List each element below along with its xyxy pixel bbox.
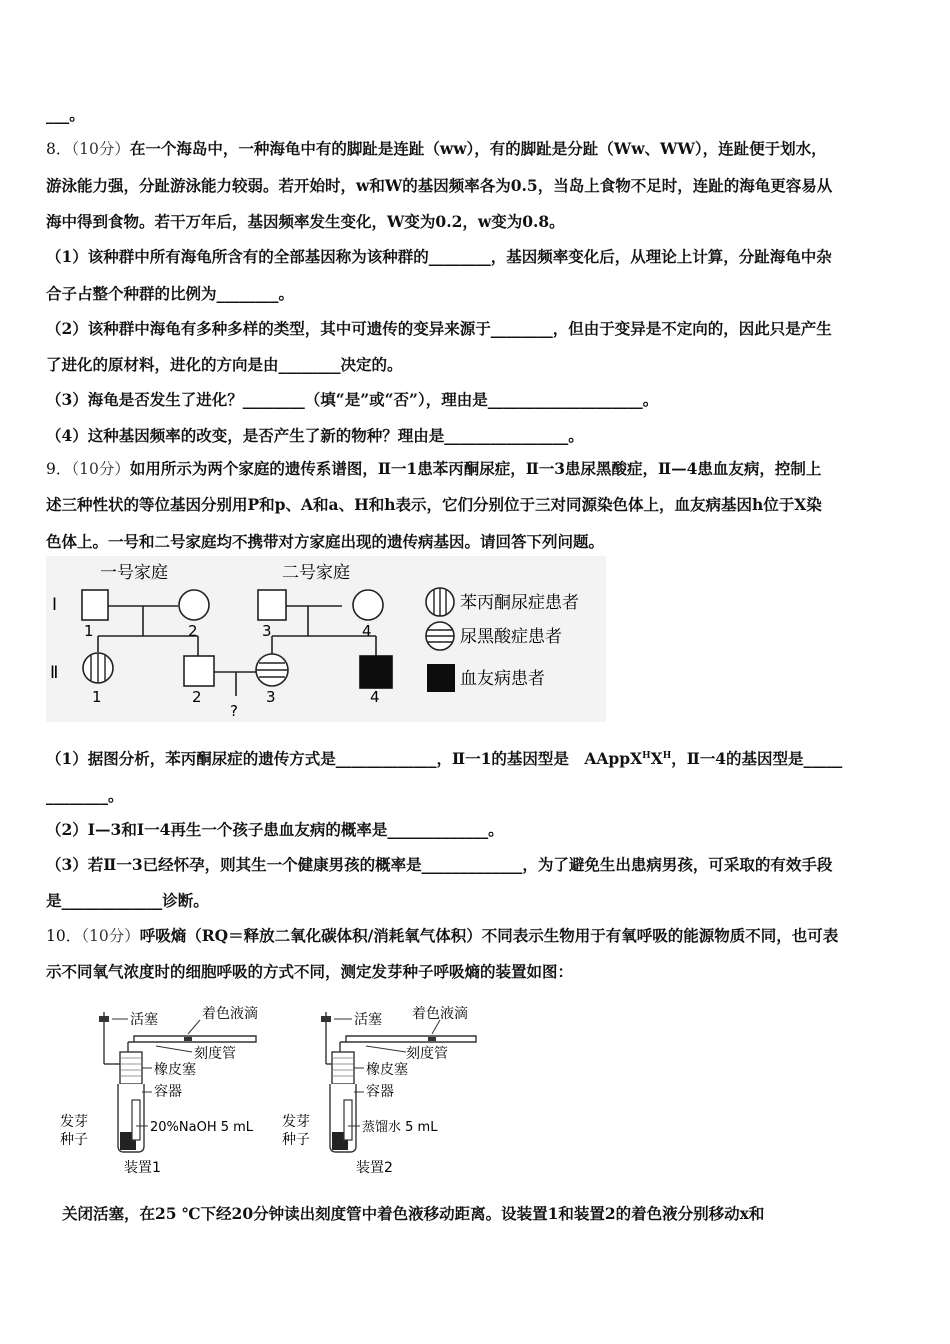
individual-II-1-pku-female [83,653,113,683]
device1-stopper-label: 橡皮塞 [154,1062,196,1078]
device2-water-label: 蒸馏水 5 mL [362,1120,438,1135]
legend-hemophilia-symbol [427,664,455,692]
q10-number: 10． [46,927,82,945]
pedigree-figure [46,556,606,722]
label-I-3: 3 [262,622,272,640]
device1-stopcock [99,1016,109,1022]
legend-pku-symbol [426,588,454,616]
device2-stopper-label: 橡皮塞 [366,1062,408,1078]
label-II-3: 3 [266,688,276,706]
family1-label: 一号家庭 [100,563,168,583]
q8-sub1-line-2: 合子占整个种群的比例为________。 [46,284,295,303]
q8-score: （10分） [71,140,130,158]
label-I-4: 4 [362,622,372,640]
q9-number: 9． [46,460,72,478]
device1-droplet [184,1037,192,1041]
q9-sub3-line-1: （3）若Ⅱ一3已经怀孕，则其生一个健康男孩的概率是_____________，为了避免生出患病男孩，可采取的有效手段 [46,855,833,874]
device2-caption: 装置2 [356,1160,393,1176]
continuation-line: ___。 [46,105,85,124]
device1-tube-label: 刻度管 [194,1046,236,1062]
q8-sub2-line-2: 了进化的原材料，进化的方向是由________决定的。 [46,355,403,374]
device2-water-cup [344,1100,352,1140]
q9-score: （10分） [71,460,130,478]
q9-sub3-line-2: 是_____________诊断。 [46,891,209,910]
legend-pku-label: 苯丙酮尿症患者 [460,593,579,613]
q8-number: 8． [46,140,72,158]
q8-stem-line-1: 8．（10分）在一个海岛中，一种海龟中有的脚趾是连趾（ww），有的脚趾是分趾（Ww、WW），连趾便于划水， [46,139,827,158]
label-I-2: 2 [188,622,198,640]
device1-droplet-label: 着色液滴 [202,1006,258,1022]
q8-stem-line-3: 海中得到食物。若干万年后，基因频率发生变化，W变为0.2，w变为0.8。 [46,212,565,231]
individual-I-3-male [258,590,286,620]
device1-seeds-label-1: 发芽 [60,1114,88,1130]
q10-stem-line-2: 示不同氧气浓度时的细胞呼吸的方式不同，测定发芽种子呼吸熵的装置如图： [46,962,574,981]
family2-label: 二号家庭 [282,563,350,583]
q10-stem-line-1: 10．（10分）呼吸熵（RQ＝释放二氧化碳体积/消耗氧气体积）不同表示生物用于有氧呼吸的能源物质不同，也可表 [46,926,839,945]
device2-container-label: 容器 [366,1084,394,1100]
device1-naoh-cup [132,1100,140,1140]
individual-I-4-female [353,590,383,620]
device1-stopper [120,1052,142,1084]
q8-sub1-line-1: （1）该种群中所有海龟所含有的全部基因称为该种群的________，基因频率变化后，从理论上计算，分趾海龟中杂 [46,247,832,266]
device2-tube-label: 刻度管 [406,1046,448,1062]
device1-caption: 装置1 [124,1160,161,1176]
device2-stopper [332,1052,354,1084]
label-II-1: 1 [92,688,102,706]
individual-II-2-male [184,656,214,686]
individual-II-3-alkaptonuria-female [256,654,288,686]
q8-sub3: （3）海龟是否发生了进化？________（填“是”或“否”），理由是____________________。 [46,390,659,409]
device2-seeds-label-2: 种子 [282,1132,310,1148]
generation-2-label: Ⅱ [50,663,59,683]
label-I-1: 1 [84,622,94,640]
individual-II-4-hemophilia-male [360,656,392,688]
device2-droplet-label: 着色液滴 [412,1006,468,1022]
q8-stem-line-2: 游泳能力强，分趾游泳能力较弱。若开始时，w和W的基因频率各为0.5，当岛上食物不足时，连趾的海龟更容易从 [46,176,833,195]
device2-stopcock [321,1016,331,1022]
device2-graduated-tube [340,1036,476,1042]
label-II-4: 4 [370,688,380,706]
device1-naoh-label: 20%NaOH 5 mL [150,1120,254,1135]
label-II-2: 2 [192,688,202,706]
q10-score: （10分） [81,927,140,945]
q9-sub2: （2）Ⅰ—3和Ⅰ一4再生一个孩子患血友病的概率是_____________。 [46,820,504,839]
individual-I-2-female [179,590,209,620]
q9-stem-line-1: 9．（10分）如用所示为两个家庭的遗传系谱图，Ⅱ一1患苯丙酮尿症，Ⅱ一3患尿黑酸症，Ⅱ—4患血友病，控制上 [46,459,822,478]
q9-sub1-line-2: ________。 [46,786,124,805]
q9-stem-line-2: 述三种性状的等位基因分别用P和p、A和a、H和h表示，它们分别位于三对同源染色体上，血友病基因h位于X染 [46,495,822,514]
device2-stopcock-label: 活塞 [354,1012,382,1028]
q10-stem-line-3: 关闭活塞，在25 ℃下经20分钟读出刻度管中着色液移动距离。设装置1和装置2的着色液分别移动x和 [62,1204,765,1223]
legend-hemophilia-label: 血友病患者 [460,669,545,689]
device1-seeds-label-2: 种子 [60,1132,88,1148]
legend-alkaptonuria-label: 尿黑酸症患者 [460,627,562,647]
respiration-apparatus-figure [56,996,496,1178]
device1-stopcock-label: 活塞 [130,1012,158,1028]
q9-stem-line-3: 色体上。一号和二号家庭均不携带对方家庭出现的遗传病基因。请回答下列问题。 [46,532,605,551]
q9-sub1-line-1: （1）据图分析，苯丙酮尿症的遗传方式是_____________，Ⅱ一1的基因型是 $AAppX^HX^H$，Ⅱ一4的基因型是_____ [46,749,843,768]
q8-sub2-line-1: （2）该种群中海龟有多种多样的类型，其中可遗传的变异来源于________，但由于变异是不定向的，因此只是产生 [46,319,832,338]
device2-droplet [428,1037,436,1041]
device2-seeds-label-1: 发芽 [282,1114,310,1130]
label-unborn-child: ? [230,702,238,720]
individual-I-1-male [82,590,108,620]
legend-alkaptonuria-symbol [426,622,454,650]
generation-1-label: Ⅰ [52,595,58,615]
q8-sub4: （4）这种基因频率的改变，是否产生了新的物种？理由是________________。 [46,426,584,445]
device1-container-label: 容器 [154,1084,182,1100]
